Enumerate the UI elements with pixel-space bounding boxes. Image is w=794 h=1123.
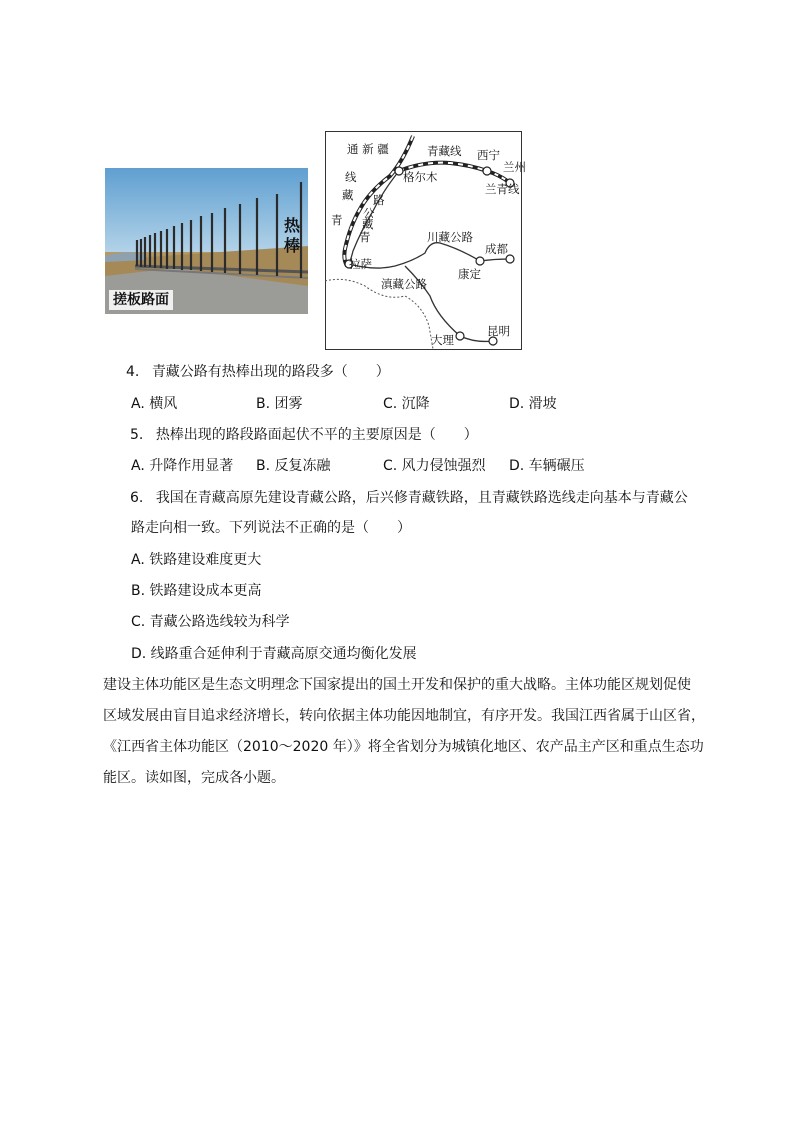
map-label-chuanzang: 川藏公路 [427,230,473,244]
map-label-xining: 西宁 [477,148,500,162]
q4-option-b: B. 团雾 [256,396,303,412]
map-label-xian: 线 [345,170,357,184]
map-label-kangding: 康定 [458,267,481,281]
map-label-qing1: 青 [331,213,343,227]
photo-label: 热棒 [284,216,301,255]
map-label-dali: 大理 [431,333,454,347]
question-stem-line1: 我国在青藏高原先建设青藏公路，后兴修青藏铁路，且青藏铁路选线走向基本与青藏公 [155,490,688,506]
question-stem: 青藏公路有热棒出现的路段多（ ） [151,364,390,380]
question-stem: 热棒出现的路段路面起伏不平的主要原因是（ ） [155,427,478,443]
question-number: 4. [126,364,140,380]
q5-option-b: B. 反复冻融 [256,458,331,474]
q4-option-d: D. 滑坡 [509,396,557,412]
question-stem-line2: 路走向相一致。下列说法不正确的是（ ） [131,520,411,536]
passage-line-4: 能区。读如图，完成各小题。 [103,770,285,786]
route-map-drawing [325,131,526,350]
route-map [325,131,526,350]
map-label-zang2: 藏 [362,217,374,231]
map-label-zang: 藏 [342,188,354,202]
map-label-dianzang: 滇藏公路 [381,277,427,291]
q4-option-a: A. 横风 [131,396,178,412]
q5-option-d: D. 车辆碾压 [509,458,585,474]
q4-option-c: C. 沉降 [383,396,430,412]
q5-option-a: A. 升降作用显著 [131,458,234,474]
question-6 [130,488,688,508]
passage-line-1: 建设主体功能区是生态文明理念下国家提出的国土开发和保护的重大战略。主体功能区规划促使 [103,677,691,693]
question-5 [130,425,478,445]
question-4 [126,362,390,382]
q5-option-c: C. 风力侵蚀强烈 [383,458,486,474]
q6-option-a: A. 铁路建设难度更大 [131,552,262,568]
map-label-lanzhou: 兰州 [503,160,526,174]
map-label-qingzangxian: 青藏线 [427,144,462,158]
q6-option-c: C. 青藏公路选线较为科学 [131,614,290,630]
map-label-tongxinjiang: 通 新 疆 [347,142,389,156]
question-number: 5. [130,427,144,443]
map-label-gong: 公 [363,206,375,220]
map-label-lasa: 拉萨 [349,257,372,271]
map-label-kunming: 昆明 [487,324,510,338]
photo-caption: 搓板路面 [109,290,173,310]
passage-line-3: 《江西省主体功能区（2010～2020 年）》将全省划分为城镇化地区、农产品主产区和重点生态功 [103,739,704,755]
passage-line-2: 区域发展由盲目追求经济增长，转向依据主体功能因地制宜，有序开发。我国江西省属于山区省， [103,708,705,724]
map-label-chengdu: 成都 [485,242,508,256]
q6-option-b: B. 铁路建设成本更高 [131,583,262,599]
q6-option-d: D. 线路重合延伸利于青藏高原交通均衡化发展 [131,646,417,662]
heat-pipe-photo [105,168,308,314]
map-label-lu: 路 [373,193,385,207]
map-label-lanqingxian: 兰青线 [485,182,520,196]
question-number: 6. [130,490,144,506]
map-label-geermu: 格尔木 [403,170,438,184]
map-label-qing2: 青 [359,230,371,244]
